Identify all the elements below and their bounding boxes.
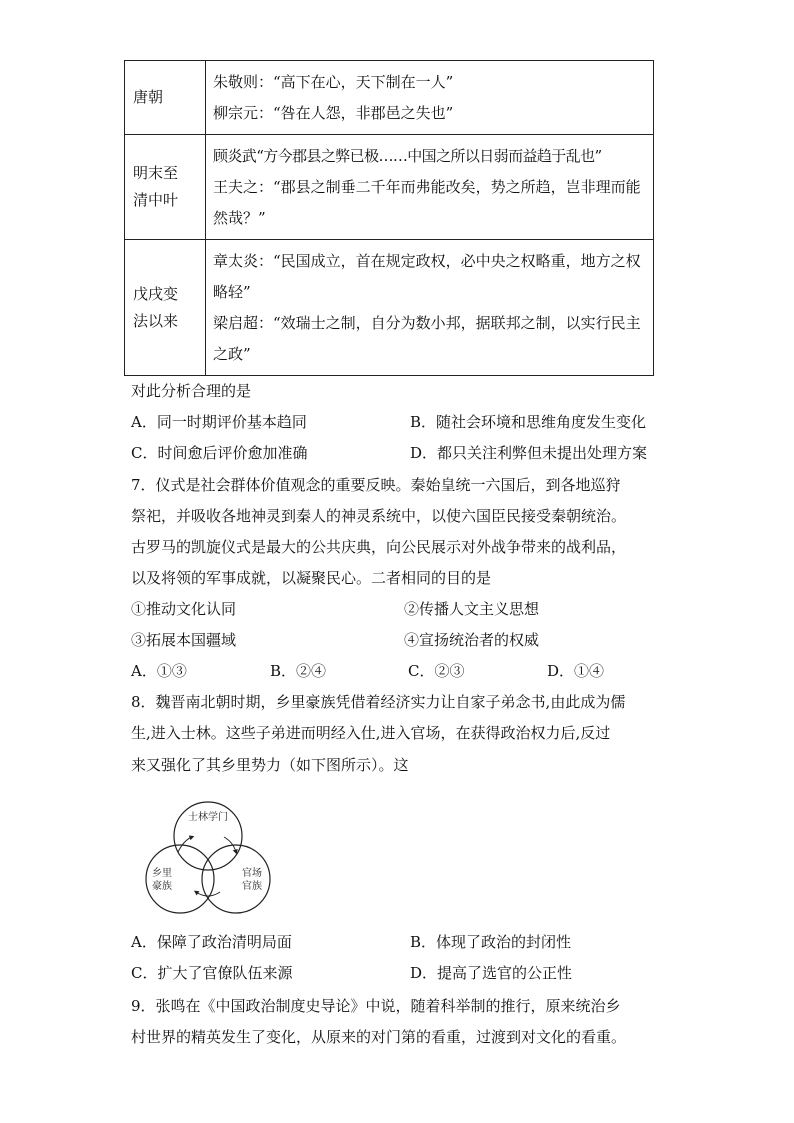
quote-line: 朱敬则：“高下在心，天下制在一人” [213,72,454,91]
era-label: 戊戌变 [133,284,179,303]
label-officialdom-2: 官族 [242,881,262,892]
q9-line: 村世界的精英发生了变化，从原来的对门第的看重，过渡到对文化的看重。 [131,1028,627,1046]
venn-diagram [140,800,285,922]
quote-cell [206,61,654,135]
era-cell [125,240,206,376]
era-label: 唐朝 [133,88,164,106]
q8-option-c[interactable]: C．扩大了官僚队伍来源 [131,964,293,982]
label-local-clans-1: 乡里 [152,868,172,879]
q8-option-d[interactable]: D．提高了选官的公正性 [410,964,573,982]
cycle-arrow [196,892,220,896]
q8-line: 生,进入士林。这些子弟进而明经入仕,进入官场，在获得政治权力后,反过 [131,724,611,742]
q7-line: 祭祀，并吸收各地神灵到秦人的神灵系统中，以使六国臣民接受秦朝统治。 [131,507,627,525]
q6-option-c[interactable]: C．时间愈后评价愈加准确 [131,444,308,462]
era-label: 法以来 [133,311,179,330]
q7-option-c[interactable]: C．②③ [408,662,465,680]
q7-option-d[interactable]: D．①④ [547,662,605,680]
era-cell [125,135,206,240]
table-row [125,135,654,240]
q6-option-a[interactable]: A．同一时期评价基本趋同 [131,413,307,431]
q7-line: 古罗马的凯旋仪式是最大的公共庆典，向公民展示对外战争带来的战利品， [131,538,627,556]
label-officialdom-1: 官场 [242,868,262,879]
q7-option-b[interactable]: B．②④ [270,662,327,680]
quote-line: 梁启超：“效瑞士之制，自分为数小邦，据联邦之制，以实行民主之政” [213,313,641,363]
quote-line: 章太炎：“民国成立，首在规定政权，必中央之权略重，地方之权略轻” [213,251,641,301]
label-scholar-gentry: 士林学门 [188,812,228,823]
quote-cell [206,135,654,240]
quote-line: 柳宗元：“咎在人怨，非郡邑之失也” [213,103,454,122]
q7-line: 7．仪式是社会群体价值观念的重要反映。秦始皇统一六国后，到各地巡狩 [131,476,621,494]
q6-stem: 对此分析合理的是 [131,382,252,400]
era-cell [125,61,206,135]
q7-option-a[interactable]: A．①③ [131,662,187,680]
q8-line: 来又强化了其乡里势力（如下图所示）。这 [131,756,409,774]
q8-option-a[interactable]: A．保障了政治清明局面 [131,933,292,951]
views-table [124,60,654,376]
q6-option-b[interactable]: B．随社会环境和思维角度发生变化 [410,413,647,431]
table-row [125,240,654,376]
quote-line: 王夫之：“郡县之制垂二千年而弗能改矣，势之所趋，岂非理而能然哉？” [213,177,641,227]
q6-option-d[interactable]: D．都只关注利弊但未提出处理方案 [410,444,648,462]
q8-line: 8．魏晋南北朝时期，乡里豪族凭借着经济实力让自家子弟念书,由此成为儒 [131,693,626,711]
label-local-clans-2: 豪族 [152,881,172,892]
q7-item-3: ③拓展本国疆域 [131,631,237,649]
era-label: 明末至 [133,164,179,182]
q7-item-2: ②传播人文主义思想 [404,600,540,618]
q8-option-b[interactable]: B．体现了政治的封闭性 [410,933,572,951]
q7-item-1: ①推动文化认同 [131,600,237,618]
table-row [125,61,654,135]
era-label: 清中叶 [133,191,179,209]
q7-item-4: ④宣扬统治者的权威 [404,631,540,649]
quote-line: 顾炎武“方今郡县之弊已极……中国之所以日弱而益趋于乱也” [213,146,602,165]
quote-cell [206,240,654,376]
q7-line: 以及将领的军事成就，以凝聚民心。二者相同的目的是 [131,569,492,587]
q9-line: 9．张鸣在《中国政治制度史导论》中说，随着科举制的推行，原来统治乡 [131,997,621,1015]
